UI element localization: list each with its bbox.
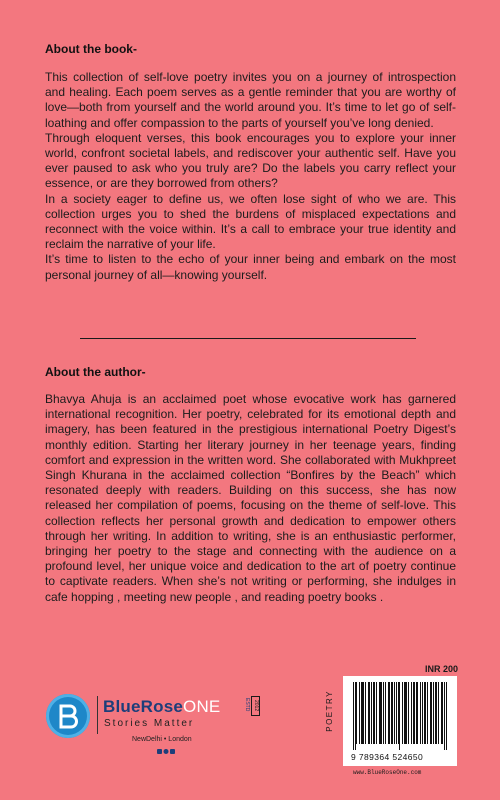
about-book-heading: About the book-: [45, 42, 137, 56]
barcode-bar: [394, 682, 395, 744]
barcode-bar: [420, 682, 421, 744]
author-bio: [45, 392, 456, 605]
logo-divider: [97, 696, 98, 734]
barcode-bar: [406, 682, 407, 744]
barcode-bar: [391, 682, 392, 744]
barcode-bar: [374, 682, 375, 744]
barcode-bar: [441, 682, 442, 744]
barcode-bar: [388, 682, 389, 744]
about-author-heading: About the author-: [45, 365, 146, 379]
barcode-bar: [365, 682, 366, 744]
barcode-bar: [417, 682, 418, 744]
isbn-barcode: [343, 676, 457, 766]
barcode-bar: [422, 682, 423, 744]
barcode-bar: [398, 682, 399, 744]
barcode-bar: [379, 682, 380, 744]
isbn-number: 9 789364 524650: [351, 752, 424, 762]
about-book-paragraph: Through eloquent verses, this book encourages you to explore your inner world, confront societal labels, and rediscover your authentic self. Have you ever paused to ask who you truly are? Do the labels you carry reflect your essence, or are they borrowed from others?: [45, 130, 456, 191]
publisher-brand: [103, 697, 220, 717]
barcode-bar: [444, 682, 445, 750]
publisher-logo: [46, 688, 266, 760]
barcode-bar: [402, 682, 403, 744]
barcode-bar: [446, 682, 447, 750]
barcode-bar: [408, 682, 409, 744]
barcode-bar: [359, 682, 360, 744]
estd-year: 2012: [251, 696, 260, 716]
estd-label: ESTD: [244, 698, 250, 712]
barcode-bar: [424, 682, 425, 744]
about-book-paragraph: In a society eager to define us, we often lose sight of who we are. This collection urges you to shed the burdens of misplaced expectations and reconnect with the voice within. It’s a call to embrace your true identity and reclaim the narrative of your life.: [45, 191, 456, 252]
social-media-icons: [157, 748, 175, 758]
barcode-bar: [425, 682, 426, 744]
barcode-bar: [442, 682, 443, 744]
barcode-bar: [438, 682, 439, 744]
barcode-bar: [361, 682, 362, 744]
brand-accent: ONE: [183, 697, 221, 716]
barcode-bar: [399, 682, 400, 750]
barcode-bar: [430, 682, 431, 744]
barcode-bar: [413, 682, 414, 744]
bluerose-b-logo-icon: [46, 694, 90, 738]
author-bio-text: Bhavya Ahuja is an acclaimed poet whose evocative work has garnered international recognition. Her poetry, celebrated for its emotional depth and imagery, has been featured in the prestigious international Poetry Digest’s monthly edition. Starting her literary journey in her teenage years, finding comfort and expression in the written word. She collaborated with Mukhpreet Singh Khurana in the acclaimed collection “Bonfires by the Beach” which resonated deeply with readers. Building on this success, she has now released her compilation of poems, focusing on the theme of self-love. This collection reflects her personal growth and dedication to empower others through her writing. In addition to writing, she is an enthusiastic performer, bringing her poetry to the stage and connecting with the audience on a profound level, her unique voice and dedication to the art of poetry continue to captivate readers. When she’s not writing or performing, she indulges in cafe hopping , meeting new people , and reading poetry books .: [45, 392, 456, 604]
barcode-bar: [392, 682, 393, 744]
barcode-bar: [436, 682, 437, 744]
barcode-icon: [351, 682, 449, 750]
publisher-website: www.BlueRoseOne.com: [353, 769, 422, 776]
barcode-bar: [411, 682, 412, 744]
section-divider: [80, 338, 416, 339]
barcode-bar: [396, 682, 397, 744]
about-book-paragraph: This collection of self-love poetry invites you on a journey of introspection and healing. Each poem serves as a gentle reminder that you are worthy of love—both from yourself and the world around you. It’s time to let go of self-loathing and offer compassion to the parts of yourself you’ve long denied.: [45, 70, 456, 130]
barcode-bar: [376, 682, 377, 744]
barcode-bar: [368, 682, 369, 744]
barcode-bar: [355, 682, 356, 750]
barcode-bar: [414, 682, 415, 744]
barcode-bar: [371, 682, 372, 744]
genre-label: POETRY: [325, 690, 334, 732]
about-book-text: [45, 70, 456, 283]
barcode-bar: [363, 682, 364, 744]
barcode-bar: [353, 682, 354, 750]
brand-main: BlueRose: [103, 697, 184, 716]
barcode-bar: [431, 682, 432, 744]
barcode-bar: [383, 682, 384, 744]
barcode-bar: [385, 682, 386, 744]
barcode-bar: [435, 682, 436, 744]
barcode-bar: [356, 682, 357, 744]
publisher-locations: NewDelhi • London: [132, 736, 192, 743]
barcode-bar: [404, 682, 405, 744]
barcode-bar: [405, 682, 406, 744]
barcode-bar: [369, 682, 370, 744]
barcode-bar: [416, 682, 417, 744]
barcode-bar: [433, 682, 434, 744]
barcode-bar: [389, 682, 390, 744]
price-label: INR 200: [425, 664, 459, 674]
barcode-bar: [373, 682, 374, 744]
barcode-bar: [362, 682, 363, 744]
barcode-bar: [427, 682, 428, 744]
barcode-bar: [380, 682, 381, 744]
barcode-bar: [381, 682, 382, 744]
publisher-tagline: Stories Matter: [104, 718, 195, 729]
about-book-paragraph: It’s time to listen to the echo of your inner being and embark on the most personal journey of all—knowing yourself.: [45, 252, 456, 282]
